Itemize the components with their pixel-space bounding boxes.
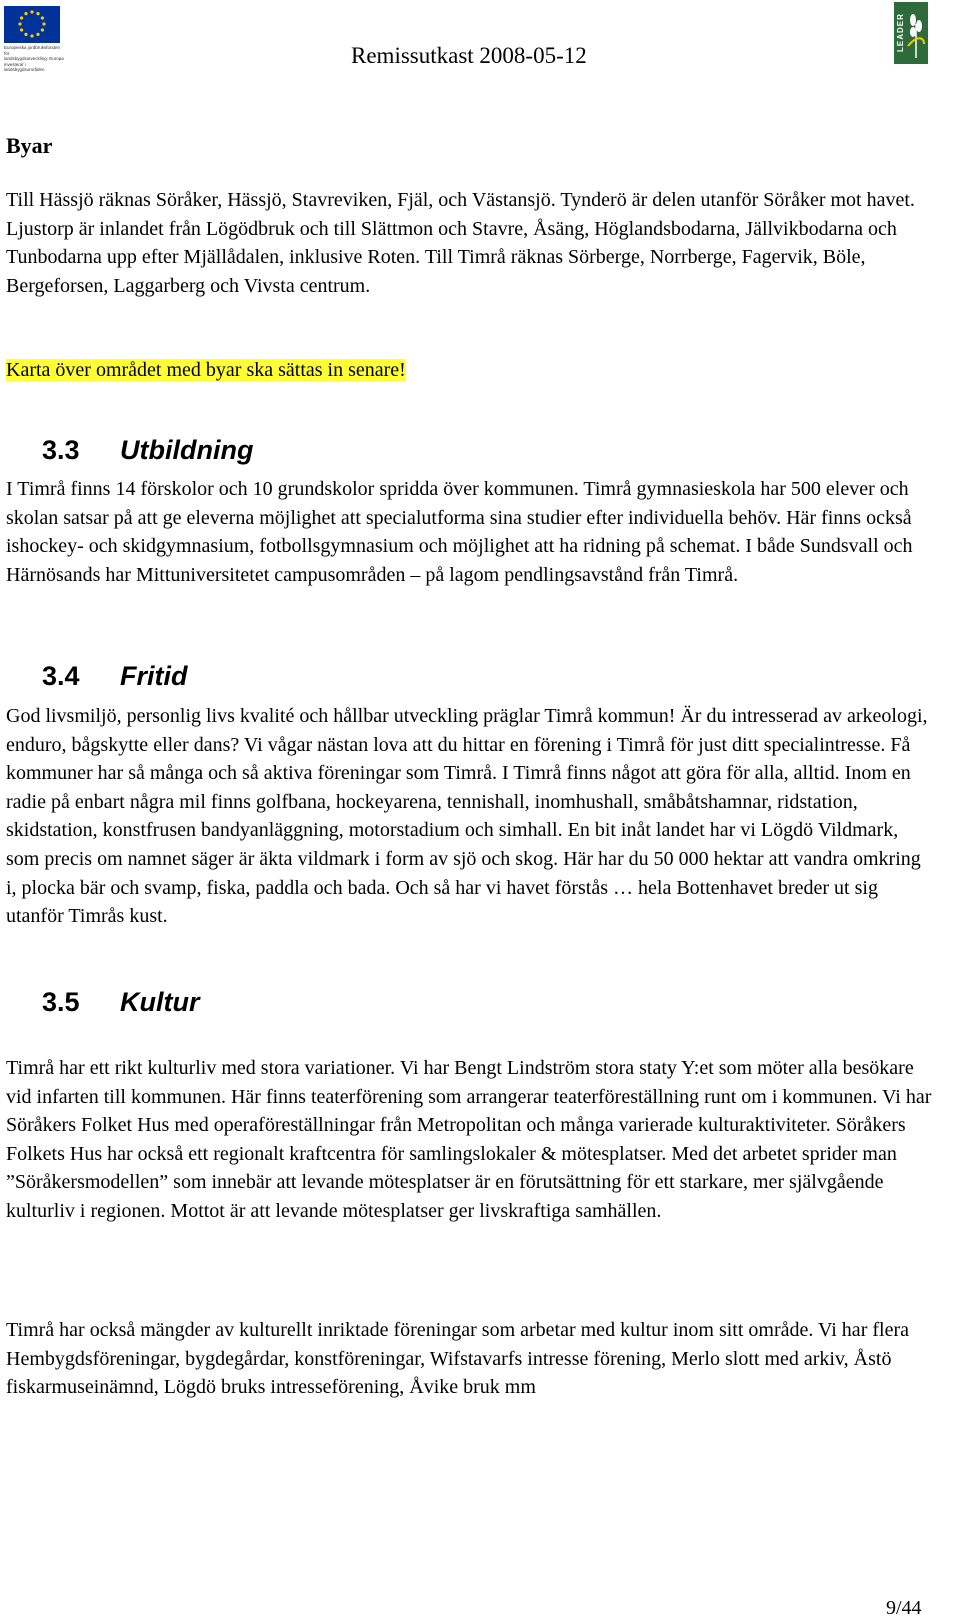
section-title: Fritid bbox=[120, 661, 188, 691]
section-number: 3.5 bbox=[42, 987, 80, 1017]
section-number: 3.3 bbox=[42, 435, 80, 465]
page-number: 9/44 bbox=[886, 1597, 922, 1619]
byar-note bbox=[6, 356, 936, 384]
document-header-title: Remissutkast 2008-05-12 bbox=[351, 43, 587, 68]
section-heading-byar: Byar bbox=[6, 133, 53, 158]
kultur-paragraph-1: Timrå har ett rikt kulturliv med stora variationer. Vi har Bengt Lindström stora staty Y:et som möter alla besökare vid infarten till kommunen. Här finns teaterförening som arrangerar teaterföreställning runt om i kommunen. Vi har Söråkers Folket Hus med operaföreställningar från Metropolitan och många varierade kulturaktiviteter. Söråkers Folkets Hus har också ett regionalt kraftcentra för samlingslokaler & mötesplatser. Med det arbetet sprider man ”Söråkersmodellen” som innebär att levande mötesplatser är en förutsättning för ett starkare, mer självgående kulturliv i regionen. Mottot är att levande mötesplatser ger livskraftiga samhällen. bbox=[6, 1057, 932, 1222]
section-heading-fritid bbox=[6, 660, 936, 692]
kultur-paragraph-2: Timrå har också mängder av kulturellt inriktade föreningar som arbetar med kultur inom sitt område. Vi har flera Hembygdsföreningar, bygdegårdar, konstföreningar, Wifstavarfs intresse förening, Merlo slott med arkiv, Åstö fiskarmuseinämnd, Lögdö bruks intresseförening, Åvike bruk mm bbox=[6, 1319, 909, 1399]
fritid-paragraph: God livsmiljö, personlig livs kvalité och hållbar utveckling präglar Timrå kommun! Är du intresserad av arkeologi, enduro, bågskytte eller dans? Vi vågar nästan lova att du hittar en förening i Timrå för just ditt specialintresse. Få kommuner har så många och så aktiva föreningar som Timrå. I Timrå finns något att göra för alla, alltid. Inom en radie på enbart några mil finns golfbana, hockeyarena, tennishall, inomhushall, småbåtshamnar, ridstation, skidstation, konstfrusen bandyanläggning, motorstadium och simhall. En bit inåt landet har vi Lögdö Vildmark, som precis om namnet säger är äkta vildmark i form av sjö och skog. Här har du 50 000 hektar att vandra omkring i, plocka bär och svamp, fiska, paddla och bada. Och så har vi havet förstås … hela Bottenhavet breder ut sig utanför Timrås kust. bbox=[6, 705, 928, 928]
wheat-ear-icon bbox=[906, 6, 926, 60]
eu-logo bbox=[4, 6, 64, 72]
highlighted-note-text: Karta över området med byar ska sättas in senare! bbox=[6, 359, 406, 381]
section-heading-utbildning bbox=[6, 434, 936, 466]
leader-logo-text: LEADER bbox=[896, 13, 905, 53]
section-number: 3.4 bbox=[42, 661, 80, 691]
section-title: Utbildning bbox=[120, 435, 254, 465]
section-heading-kultur bbox=[6, 986, 936, 1018]
leader-logo bbox=[894, 2, 928, 64]
byar-paragraph: Till Hässjö räknas Söråker, Hässjö, Stavreviken, Fjäl, och Västansjö. Tynderö är delen utanför Söråker mot havet. Ljustorp är inlandet från Lögödbruk och till Slättmon och Stavre, Åsäng, Höglandsbodarna, Jällvikbodarna och Tunbodarna upp efter Mjällådalen, inklusive Roten. Till Timrå räknas Sörberge, Norrberge, Fagervik, Böle, Bergeforsen, Laggarberg och Vivsta centrum. bbox=[6, 189, 915, 297]
utbildning-paragraph: I Timrå finns 14 förskolor och 10 grundskolor spridda över kommunen. Timrå gymnasieskola har 500 elever och skolan satsar på att ge eleverna möjlighet att specialutforma sina studier efter individuella behöv. Här finns också ishockey- och skidgymnasium, fotbollsgymnasium och möjlighet att ha ridning på schemat. I både Sundsvall och Härnösands har Mittuniversitetet campusområden – på lagom pendlingsavstånd från Timrå. bbox=[6, 478, 913, 586]
eu-flag-icon bbox=[4, 6, 60, 43]
eu-logo-caption: Europeiska jordbruksfonden för landsbygdsutveckling: Europa investerar i landsbygdsområden bbox=[4, 45, 64, 72]
section-title: Kultur bbox=[120, 987, 200, 1017]
